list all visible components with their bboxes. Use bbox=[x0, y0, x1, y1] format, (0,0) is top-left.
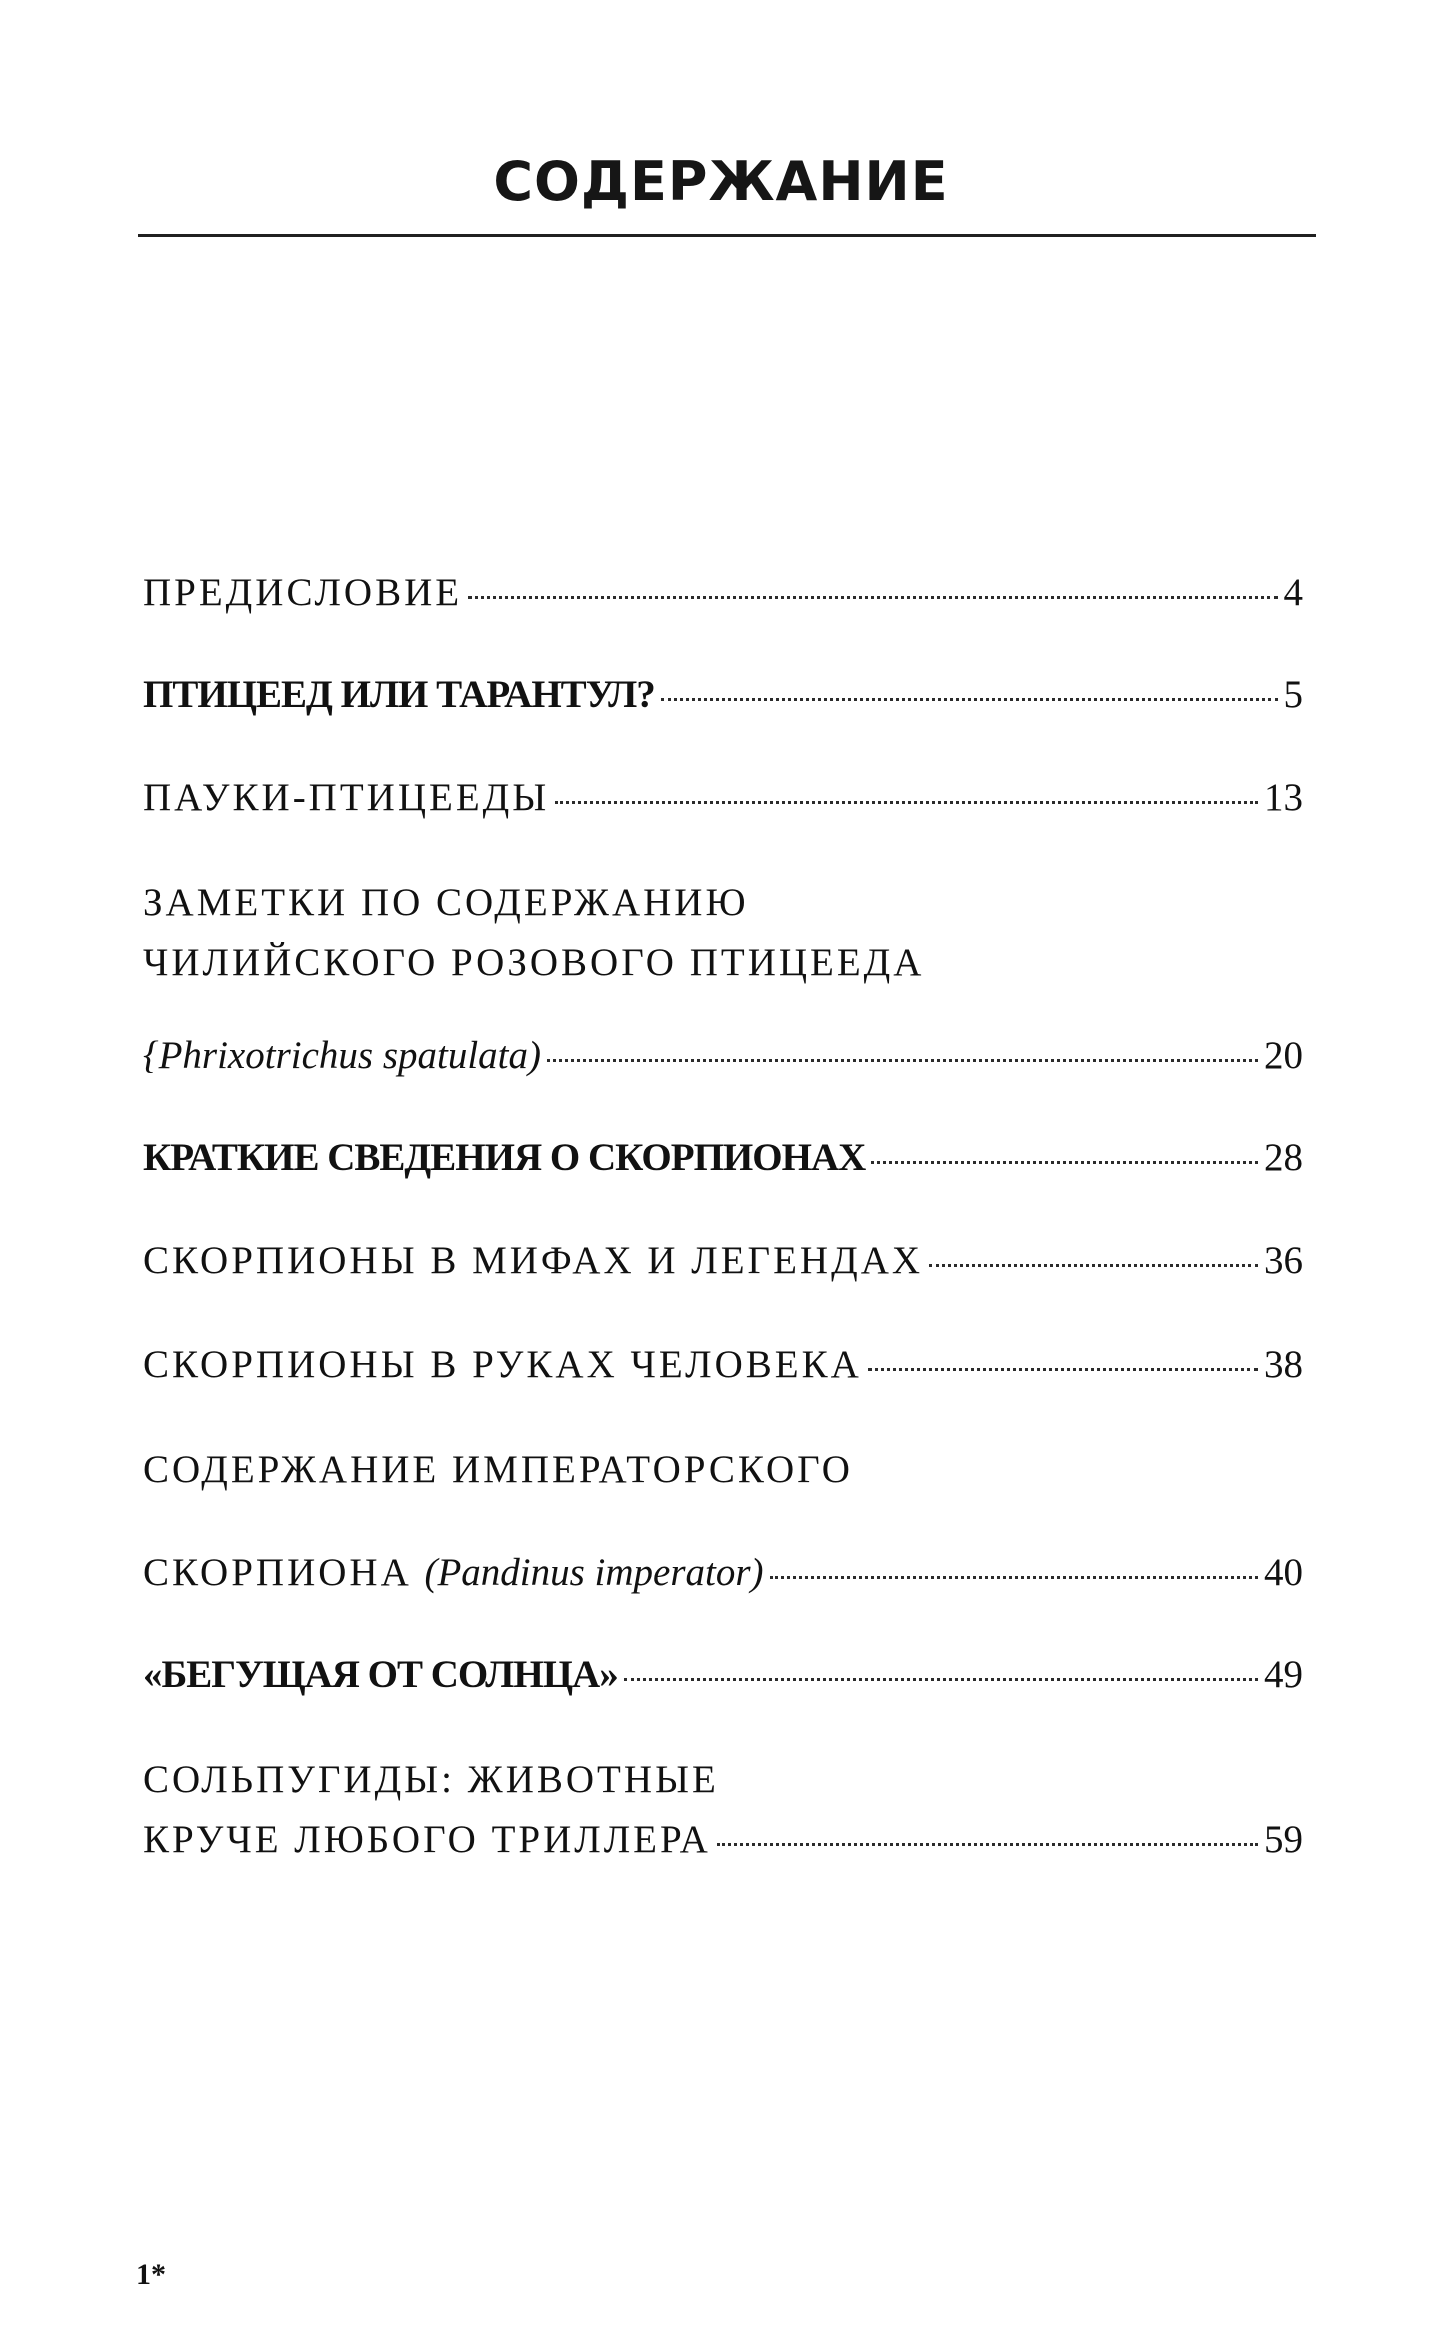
toc-entry-solifuges-line-1: СОЛЬПУГИДЫ: ЖИВОТНЫЕ bbox=[143, 1758, 719, 1801]
toc-page-number: 28 bbox=[1264, 1136, 1303, 1179]
toc-page-number: 38 bbox=[1264, 1343, 1303, 1386]
dot-leader bbox=[929, 1264, 1258, 1267]
toc-page-number: 20 bbox=[1264, 1034, 1303, 1077]
toc-entry-title: {Phrixotrichus spatulata) bbox=[143, 1034, 541, 1077]
toc-entry-title: СКОРПИОНЫ В МИФАХ И ЛЕГЕНДАХ bbox=[143, 1239, 924, 1282]
page-title: СОДЕРЖАНИЕ bbox=[493, 150, 949, 213]
toc-entry-chilean-rose-line-2: ЧИЛИЙСКОГО РОЗОВОГО ПТИЦЕЕДА bbox=[143, 941, 925, 984]
toc-entry-emperor-scorpion bbox=[143, 1545, 1303, 1601]
toc-entry-title: СКОРПИОНЫ В РУКАХ ЧЕЛОВЕКА bbox=[143, 1343, 862, 1386]
toc-entry-title bbox=[143, 1545, 764, 1601]
toc-page-number: 40 bbox=[1264, 1551, 1303, 1594]
toc-entry-title: ПРЕДИСЛОВИЕ bbox=[143, 571, 463, 614]
toc-entry-emperor-scorpion-line-1: СОДЕРЖАНИЕ ИМПЕРАТОРСКОГО bbox=[143, 1448, 853, 1491]
toc-entry-preface bbox=[143, 565, 1303, 621]
toc-page-number: 59 bbox=[1264, 1818, 1303, 1861]
toc-entry-chilean-rose bbox=[143, 1028, 1303, 1084]
toc-page-number: 5 bbox=[1283, 673, 1303, 716]
dot-leader bbox=[468, 596, 1277, 599]
toc-entry-title: КРУЧЕ ЛЮБОГО ТРИЛЛЕРА bbox=[143, 1818, 711, 1861]
dot-leader bbox=[770, 1576, 1258, 1579]
signature-mark: 1* bbox=[136, 2258, 166, 2291]
toc-page-number: 49 bbox=[1264, 1653, 1303, 1696]
dot-leader bbox=[555, 801, 1258, 804]
toc-entry-scorpions-myths bbox=[143, 1233, 1303, 1289]
toc-entry-solifuges bbox=[143, 1812, 1303, 1868]
toc-page-number: 36 bbox=[1264, 1239, 1303, 1282]
toc-entry-title: «БЕГУЩАЯ ОТ СОЛНЦА» bbox=[143, 1653, 618, 1696]
toc-entry-chilean-rose-line-1: ЗАМЕТКИ ПО СОДЕРЖАНИЮ bbox=[143, 881, 749, 924]
dot-leader bbox=[624, 1678, 1258, 1681]
dot-leader bbox=[717, 1843, 1258, 1846]
dot-leader bbox=[871, 1161, 1258, 1164]
toc-page-number: 13 bbox=[1264, 776, 1303, 819]
toc-entry-title: ПАУКИ-ПТИЦЕЕДЫ bbox=[143, 776, 550, 819]
toc-entry-title-italic: (Pandinus imperator) bbox=[424, 1551, 764, 1594]
dot-leader bbox=[661, 698, 1278, 701]
dot-leader bbox=[547, 1059, 1258, 1062]
toc-entry-title-regular: СКОРПИОНА bbox=[143, 1551, 412, 1594]
toc-entry-running-from-sun bbox=[143, 1647, 1303, 1703]
toc-entry-scorpions-brief bbox=[143, 1130, 1303, 1186]
toc-entry-birdeater-or-tarantula bbox=[143, 667, 1303, 723]
toc-entry-scorpions-human-hands bbox=[143, 1337, 1303, 1393]
toc-entry-title: КРАТКИЕ СВЕДЕНИЯ О СКОРПИОНАХ bbox=[143, 1136, 866, 1179]
dot-leader bbox=[868, 1368, 1258, 1371]
toc-entry-title: ПТИЦЕЕД ИЛИ ТАРАНТУЛ? bbox=[143, 673, 655, 716]
toc-entry-birdeater-spiders bbox=[143, 770, 1303, 826]
toc-page-number: 4 bbox=[1283, 571, 1303, 614]
